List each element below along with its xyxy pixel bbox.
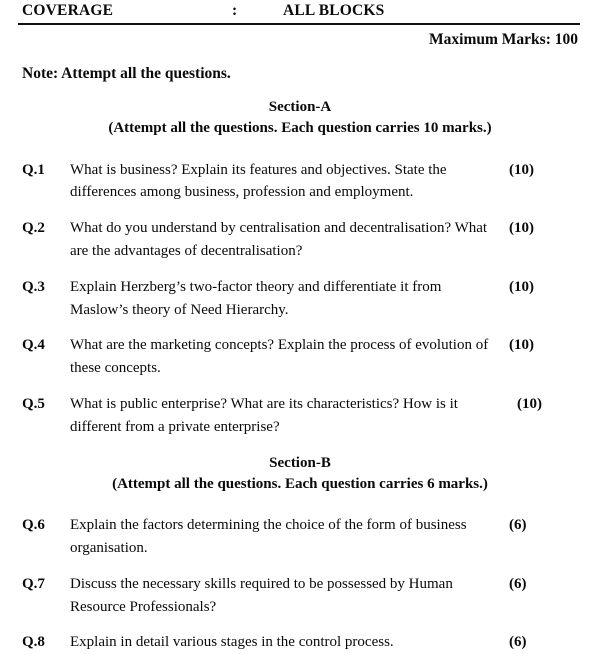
question-text: What is public enterprise? What are its characteristics? How is it different from a private enterprise?	[70, 395, 458, 435]
question-row	[0, 217, 600, 263]
question-marks: (6)	[509, 517, 527, 534]
question-text: What is business? Explain its features and objectives. State the differences among business, profession and employment.	[70, 161, 447, 201]
section-heading-a	[0, 83, 600, 140]
question-marks: (10)	[509, 278, 534, 295]
question-marks: (10)	[509, 161, 534, 178]
question-number: Q.8	[22, 634, 45, 651]
question-row	[0, 159, 600, 205]
question-text: Explain in detail various stages in the control process.	[70, 634, 394, 651]
question-number: Q.1	[22, 161, 45, 178]
question-text: What do you understand by centralisation and decentralisation? What are the advantages of decentralisation?	[70, 220, 488, 259]
section-title-a: Section-A	[268, 99, 332, 115]
question-marks: (6)	[509, 575, 527, 592]
question-text: Explain the factors determining the choice of the form of business organisation.	[70, 517, 467, 556]
coverage-colon: :	[232, 2, 238, 19]
question-number: Q.5	[22, 395, 45, 412]
question-row	[0, 631, 600, 654]
question-number: Q.6	[22, 517, 45, 534]
section-subtitle-a: (Attempt all the questions. Each question carries 10 marks.)	[108, 120, 492, 137]
question-text: Discuss the necessary skills required to be possessed by Human Resource Professionals?	[70, 575, 453, 615]
question-text: Explain Herzberg’s two-factor theory and differentiate it from Maslow’s theory of Need Hierarchy.	[70, 278, 442, 318]
question-marks: (10)	[509, 220, 534, 237]
question-list-a	[0, 140, 600, 439]
question-row	[0, 393, 600, 439]
question-marks: (6)	[509, 634, 527, 651]
question-row	[0, 514, 600, 560]
coverage-row	[0, 0, 600, 20]
section-subtitle-b: (Attempt all the questions. Each question carries 6 marks.)	[112, 475, 488, 492]
question-marks: (10)	[517, 395, 542, 412]
question-row	[0, 573, 600, 619]
section-title-b: Section-B	[269, 454, 331, 471]
question-row	[0, 334, 600, 380]
question-text: What are the marketing concepts? Explain the process of evolution of these concepts.	[70, 337, 489, 377]
question-list-b	[0, 495, 600, 654]
section-heading-b	[0, 439, 600, 496]
question-number: Q.2	[22, 220, 45, 237]
question-number: Q.4	[22, 337, 45, 354]
note-line: Note: Attempt all the questions.	[22, 65, 231, 82]
question-number: Q.3	[22, 278, 45, 295]
question-marks: (10)	[509, 337, 534, 354]
question-row	[0, 276, 600, 322]
question-number: Q.7	[22, 575, 45, 592]
coverage-label: COVERAGE	[22, 2, 114, 19]
coverage-value: ALL BLOCKS	[283, 2, 385, 19]
maximum-marks: Maximum Marks: 100	[429, 31, 578, 48]
